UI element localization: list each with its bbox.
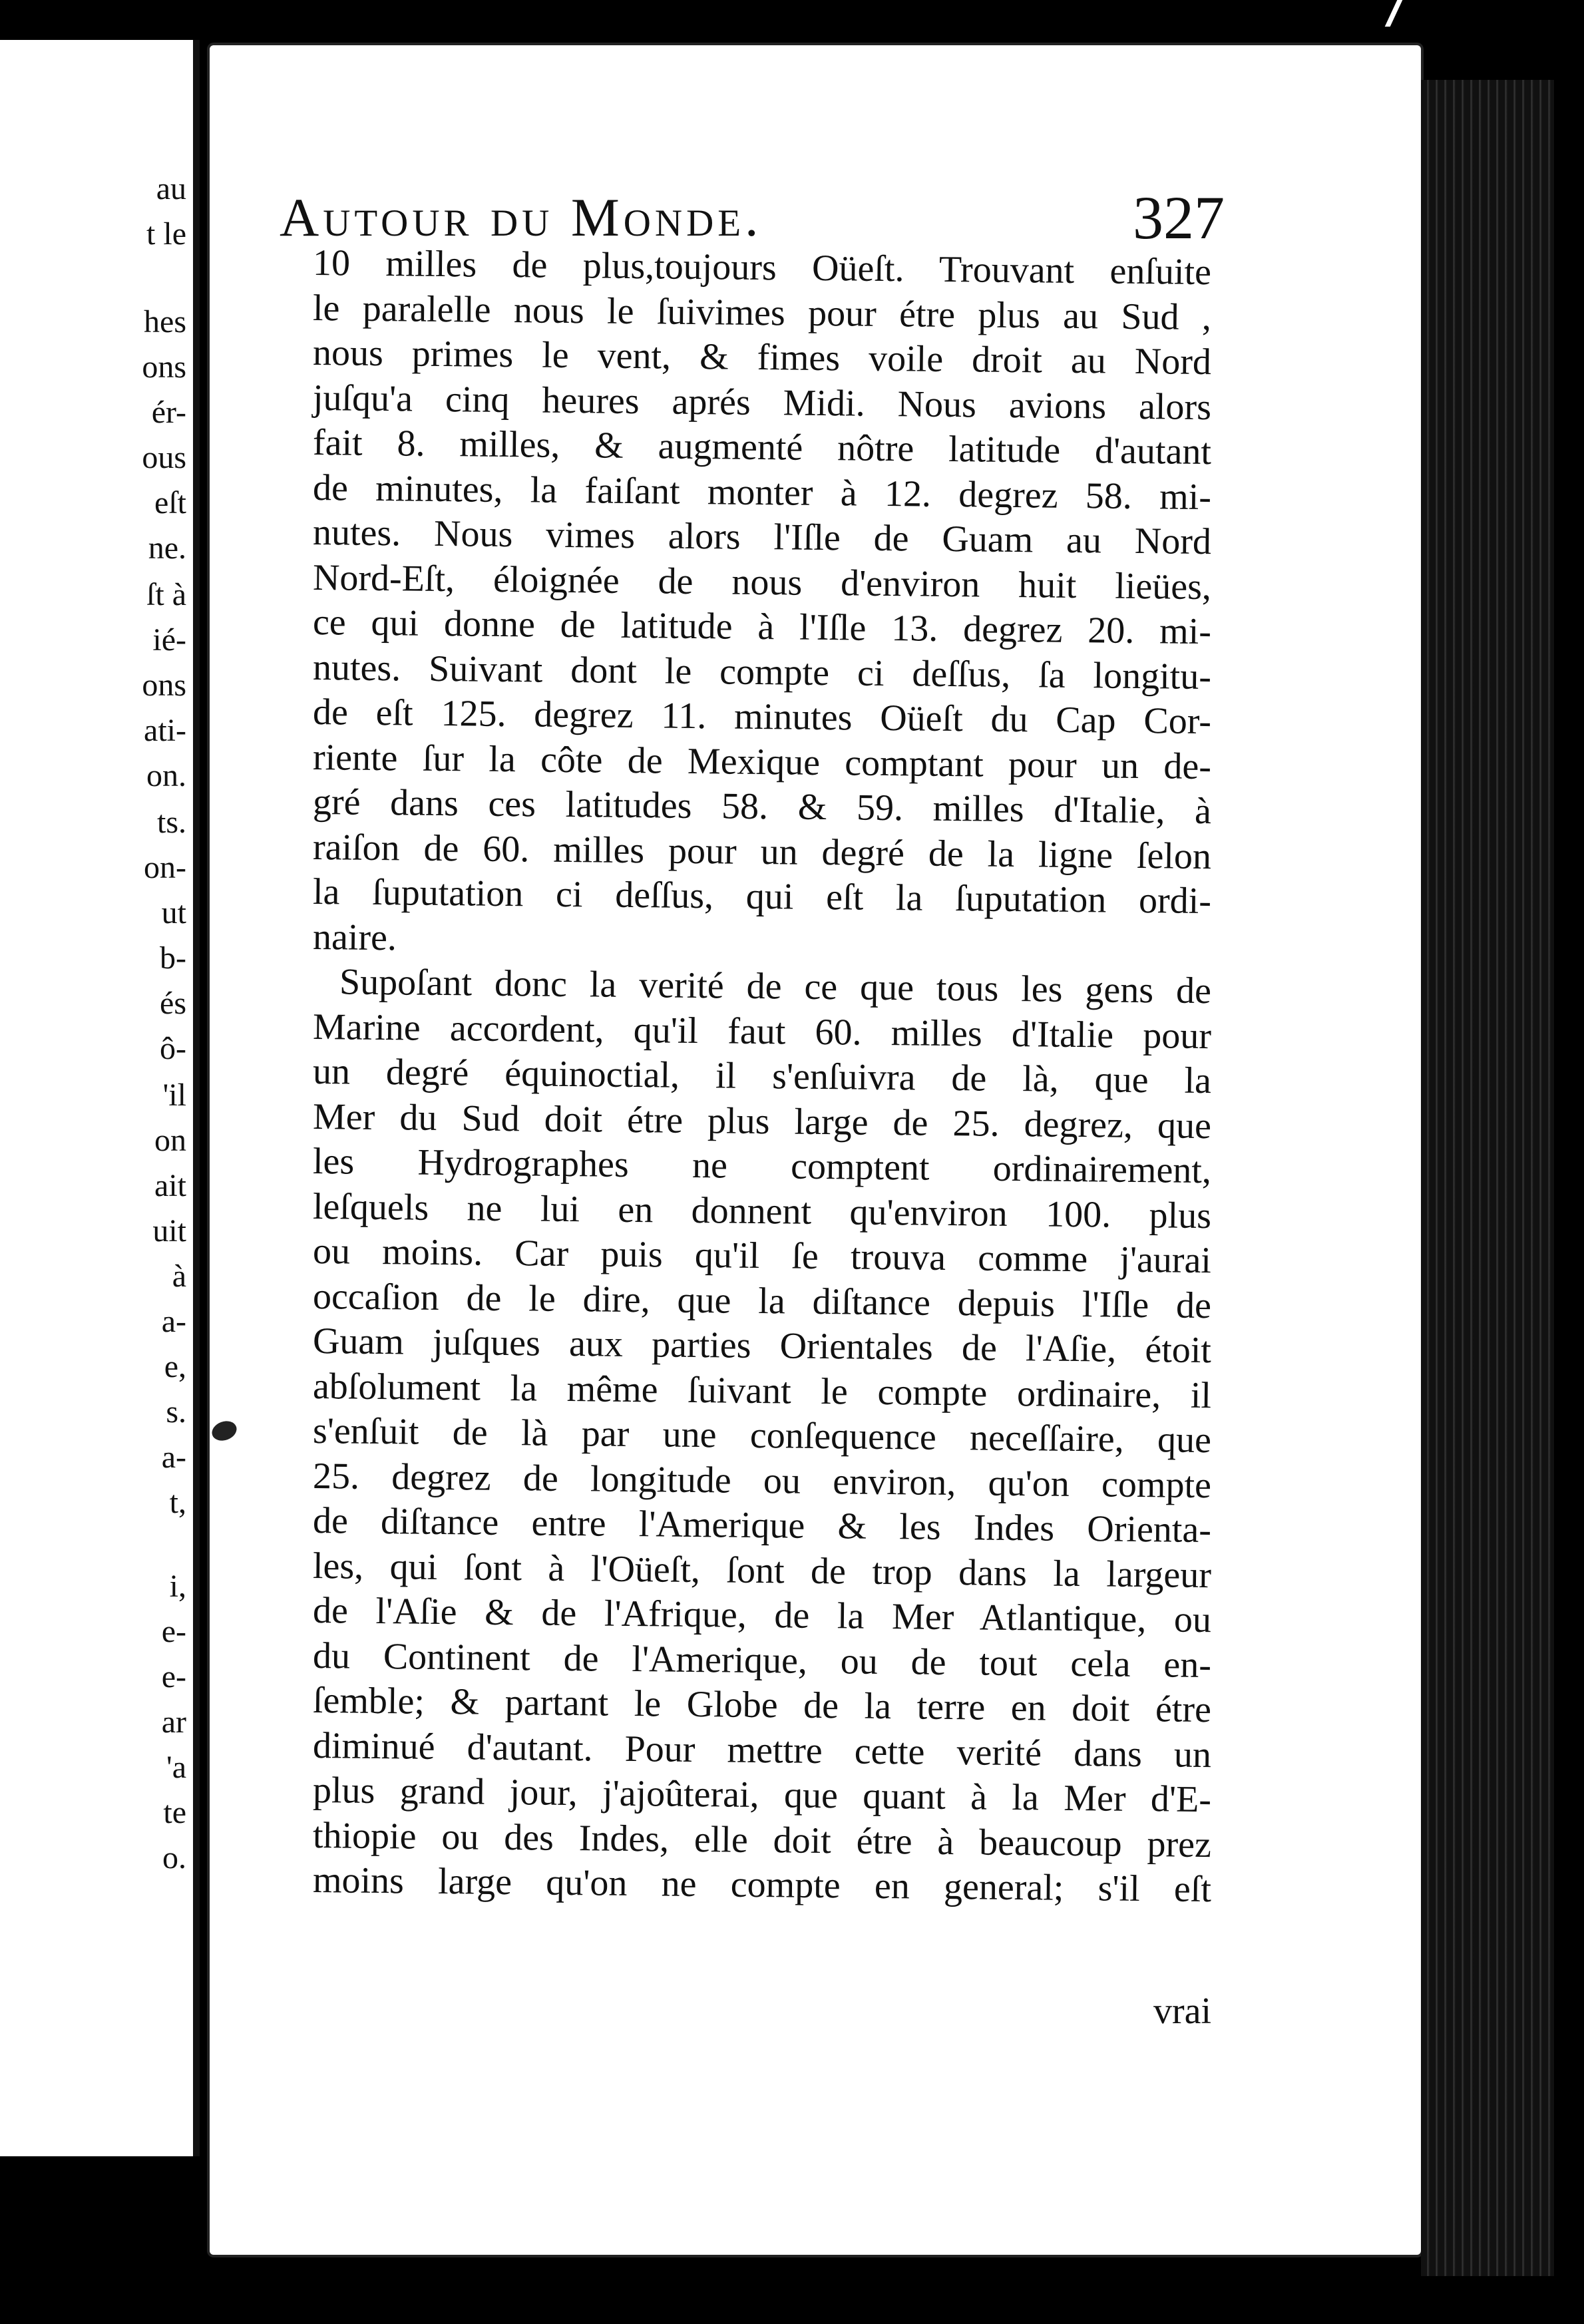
margin-fragment: ut <box>161 895 186 930</box>
margin-fragment: ous <box>142 440 186 475</box>
margin-fragment: t le <box>146 216 186 252</box>
left-page-fragment <box>0 40 200 2156</box>
margin-fragment: te <box>163 1795 186 1830</box>
text-line: de minutes, la faiſant monter à 12. degrez 58. mi- <box>312 467 1212 518</box>
margin-fragment: à <box>172 1259 186 1294</box>
text-line: moins large qu'on ne compte en general; s'il eſt <box>312 1859 1212 1911</box>
margin-fragment: ati- <box>144 713 186 748</box>
text-line: nous primes le vent, & fimes voile droit au Nord <box>312 332 1212 383</box>
margin-fragment: t, <box>169 1485 186 1520</box>
text-line: ou moins. Car puis qu'il ſe trouva comme j'aurai <box>312 1231 1212 1282</box>
text-line: gré dans ces latitudes 58. & 59. milles d'Italie, à <box>312 781 1212 833</box>
catchword: vrai <box>1153 1991 1211 2032</box>
text-line: leſquels ne lui en donnent qu'environ 100. plus <box>312 1185 1212 1237</box>
text-line: du Continent de l'Amerique, ou de tout cela en- <box>312 1635 1212 1686</box>
margin-fragment: a- <box>161 1304 186 1339</box>
margin-fragment: ar <box>161 1704 186 1740</box>
margin-fragment: ts. <box>156 805 186 840</box>
margin-fragment: ô- <box>160 1031 186 1066</box>
text-line: naire. <box>312 916 397 958</box>
margin-fragment: uit <box>152 1213 186 1249</box>
margin-fragment: ons <box>142 668 186 703</box>
text-line: occaſion de le dire, que la diſtance depuis l'Iſle de <box>312 1275 1212 1326</box>
margin-fragment: ne. <box>148 530 186 566</box>
corner-mark <box>1385 0 1403 27</box>
margin-fragment: ait <box>154 1168 186 1203</box>
text-line: riente ſur la côte de Mexique comptant pour un de- <box>312 736 1212 787</box>
text-line: ſemble; & partant le Globe de la terre en doit étre <box>312 1680 1212 1731</box>
margin-fragment: e- <box>161 1614 186 1649</box>
text-line: thiopie ou des Indes, elle doit étre à beaucoup prez <box>312 1814 1212 1865</box>
text-line: les Hydrographes ne comptent ordinairement, <box>312 1141 1212 1192</box>
margin-fragment: on- <box>144 850 186 885</box>
margin-fragment: ié- <box>152 622 186 658</box>
margin-fragment: s. <box>166 1394 186 1430</box>
text-line: un degré équinoctial, il s'enſuivra de là, que la <box>312 1051 1212 1102</box>
text-line: fait 8. milles, & augmenté nôtre latitude d'autant <box>312 422 1212 473</box>
text-line: Marine accordent, qu'il faut 60. milles d'Italie pour <box>312 1006 1212 1057</box>
text-line: raiſon de 60. milles pour un degré de la ligne ſelon <box>312 826 1212 877</box>
text-line: la ſuputation ci deſſus, qui eſt la ſuputation ordi- <box>312 871 1212 922</box>
text-line: diminué d'autant. Pour mettre cette verité dans un <box>312 1724 1212 1776</box>
text-line: nutes. Nous vimes alors l'Iſle de Guam au Nord <box>312 512 1212 563</box>
page-number: 327 <box>1133 184 1225 252</box>
margin-fragment: b- <box>160 940 186 976</box>
margin-fragment: o. <box>162 1840 186 1875</box>
margin-fragment: és <box>160 986 186 1021</box>
text-block <box>312 241 1212 1911</box>
margin-fragment: ſt à <box>146 577 186 612</box>
margin-fragment: eſt <box>154 485 186 520</box>
text-line: nutes. Suivant dont le compte ci deſſus, ſa longitu- <box>312 646 1212 697</box>
page-edges <box>1421 80 1554 2276</box>
text-line: Supoſant donc la verité de ce que tous les gens de <box>339 961 1212 1012</box>
margin-fragment: hes <box>144 304 186 339</box>
text-line: 10 milles de plus,toujours Oüeſt. Trouvant enſuite <box>312 242 1212 293</box>
text-line: juſqu'a cinq heures aprés Midi. Nous avions alors <box>312 377 1212 428</box>
running-head <box>280 184 1225 252</box>
text-line: les, qui ſont à l'Oüeſt, ſont de trop dans la largeur <box>312 1545 1212 1596</box>
margin-fragment: ér- <box>151 395 186 430</box>
running-title: Autour du Monde. <box>280 187 763 248</box>
text-line: de eſt 125. degrez 11. minutes Oüeſt du Cap Cor- <box>312 691 1212 743</box>
text-line: ce qui donne de latitude à l'Iſle 13. degrez 20. mi- <box>312 602 1212 653</box>
text-line: plus grand jour, j'ajoûterai, que quant à la Mer d'E- <box>312 1770 1212 1821</box>
text-line: Mer du Sud doit étre plus large de 25. degrez, que <box>312 1095 1212 1147</box>
margin-fragment: 'a <box>166 1750 186 1785</box>
text-line: le paralelle nous le ſuivimes pour étre plus au Sud , <box>312 287 1212 338</box>
margin-fragment: i, <box>169 1569 186 1604</box>
margin-fragment: au <box>156 171 186 206</box>
margin-fragment: e- <box>161 1659 186 1694</box>
margin-fragment: ons <box>142 349 186 385</box>
text-line: abſolument la même ſuivant le compte ordinaire, il <box>312 1365 1212 1416</box>
text-line: 25. degrez de longitude ou environ, qu'on compte <box>312 1455 1212 1506</box>
text-line: Nord-Eſt, éloignée de nous d'environ huit lieües, <box>312 556 1212 608</box>
margin-fragment: a- <box>161 1440 186 1475</box>
text-line: de l'Aſie & de l'Afrique, de la Mer Atlantique, ou <box>312 1590 1212 1641</box>
text-line: Guam juſques aux parties Orientales de l'Aſie, étoit <box>312 1320 1212 1372</box>
text-line: s'enſuit de là par une conſequence neceſſaire, que <box>312 1410 1212 1461</box>
margin-fragment: e, <box>164 1349 186 1384</box>
text-line: de diſtance entre l'Amerique & les Indes Orienta- <box>312 1500 1212 1551</box>
margin-fragment: 'il <box>162 1077 186 1113</box>
margin-fragment: on <box>154 1123 186 1158</box>
margin-fragment: on. <box>146 758 186 793</box>
